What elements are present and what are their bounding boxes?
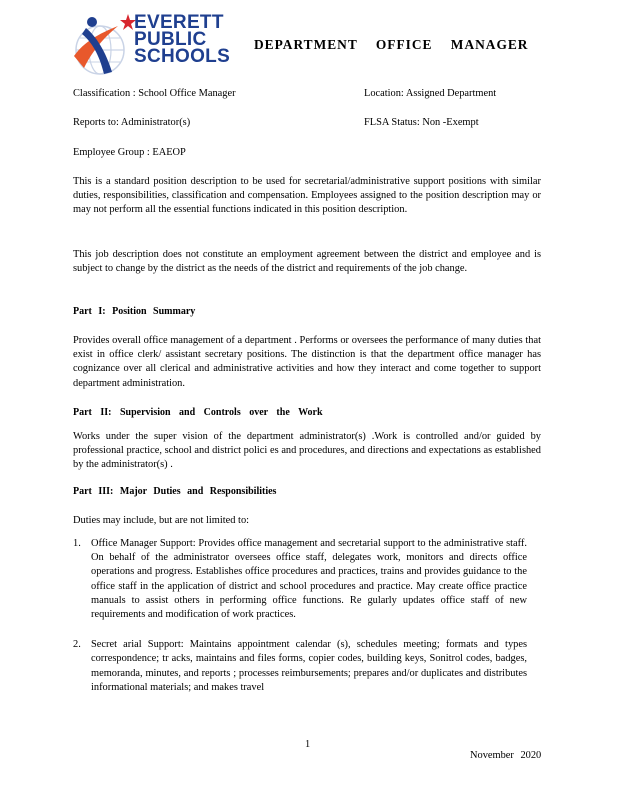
duty-number: 2. <box>73 639 81 651</box>
flsa-status: FLSA Status: Non -Exempt <box>364 117 479 128</box>
intro-paragraph-2: This job description does not constitute an employment agreement between the district and employee and is subject to change by the district as the needs of the district and requirements of the job change. <box>73 249 541 275</box>
duty-item <box>73 537 527 622</box>
logo-line-2: PUBLIC <box>134 29 207 50</box>
reports-to: Reports to: Administrator(s) <box>73 117 191 128</box>
part1-body: Provides overall office management of a department . Performs or oversees the performance of many duties that exist in office clerk/ assistant secretary positions. The distinction is that the department office manager has cognizance over all clerical and administrative activities and how they interact and come together to support department administration. <box>73 335 541 389</box>
duty-item <box>73 638 527 695</box>
duties-list <box>73 537 527 711</box>
part2-heading: Part II: Supervision and Controls over the Work <box>73 407 323 418</box>
revision-date: November 2020 <box>470 750 542 761</box>
everett-public-schools-logo <box>70 12 240 80</box>
logo-wordmark <box>134 14 244 65</box>
duties-intro: Duties may include, but are not limited to: <box>73 515 250 526</box>
intro-paragraph-1: This is a standard position description to be used for secretarial/administrative support positions with similar duties, responsibilities, classification and compensation. Employees assigned to the position description may or may not perform all the essential functions indicated in this position description. <box>73 176 541 216</box>
page-number: 1 <box>305 739 311 750</box>
logo-line-1: EVERETT <box>134 12 224 33</box>
part1-heading: Part I: Position Summary <box>73 306 196 317</box>
part2-body: Works under the super vision of the department administrator(s) .Work is controlled and/or guided by professional practice, school and district polici es and procedures, and directions and expectations as established by the administrator(s) . <box>73 431 541 471</box>
duty-number: 1. <box>73 538 81 549</box>
location: Location: Assigned Department <box>364 88 497 99</box>
logo-line-3: SCHOOLS <box>134 46 231 67</box>
employee-group: Employee Group : EAEOP <box>73 147 186 158</box>
part3-heading: Part III: Major Duties and Responsibilities <box>73 486 277 497</box>
document-title: DEPARTMENT OFFICE MANAGER <box>254 37 529 52</box>
duty-text: Office Manager Support: Provides office management and secretarial support to the administrative staff. On behalf of the administrator oversees office staff, delegates work, monitors and directs office operations and progress. Establishes office procedures and practices, trains and provides guidance to the office staff in the application of district and school procedures and practice. May create office practice manuals to assist others in performing office functions. Re gularly updates office staff of new requirements and modification of work practices. <box>91 538 527 621</box>
duty-text: Secret arial Support: Maintains appointment calendar (s), schedules meeting; formats and types correspondence; tr acks, maintains and files forms, copier codes, building keys, Sonitrol codes, badges, memoranda, minutes, and reports ; processes reimbursements; prepares and/or duplicates and distributes informational materials; and makes travel <box>91 639 527 693</box>
classification: Classification : School Office Manager <box>73 88 236 99</box>
globe-figure-icon <box>70 12 136 80</box>
